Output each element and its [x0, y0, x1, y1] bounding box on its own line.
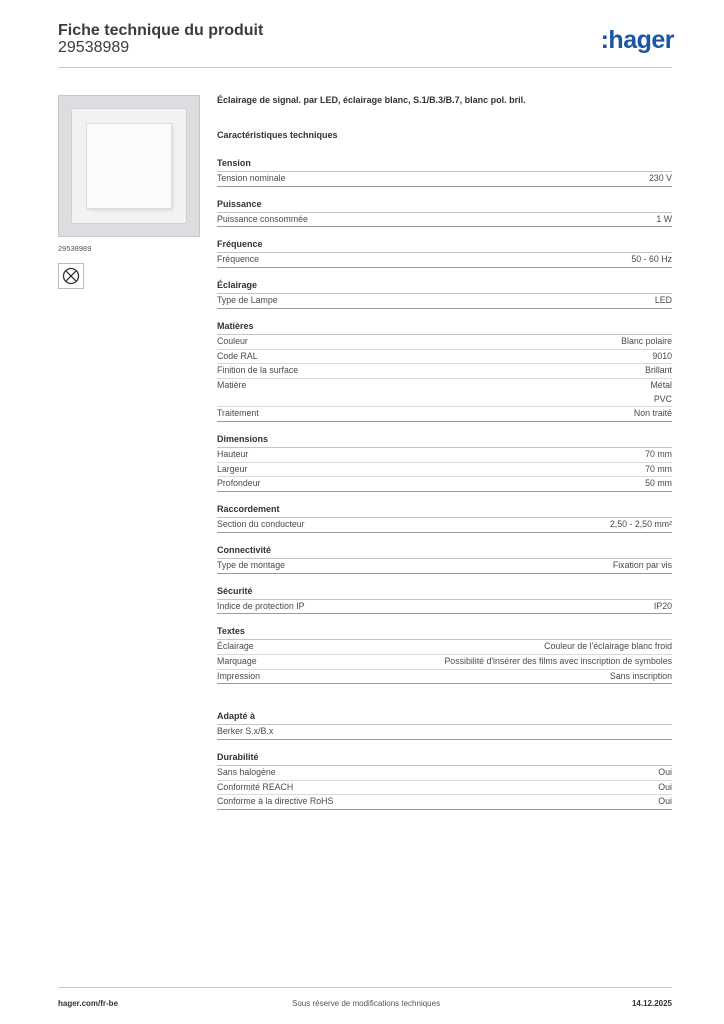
spec-label: Fréquence [217, 254, 260, 265]
spec-value [645, 477, 672, 491]
spec-section [217, 503, 672, 533]
spec-label: Sans halogène [217, 767, 276, 778]
section-title: Dimensions [217, 433, 672, 448]
spec-label: Hauteur [217, 449, 249, 460]
section-title: Textes [217, 625, 672, 640]
spec-value-line: Non traité [633, 408, 672, 419]
specs-heading: Caractéristiques techniques [217, 130, 338, 140]
spec-section [217, 625, 672, 684]
section-title: Connectivité [217, 544, 672, 559]
spec-value-line: 9010 [652, 350, 672, 361]
spec-value-line: 2,50 - 2,50 mm² [609, 519, 672, 530]
section-title: Éclairage [217, 279, 672, 294]
spec-value-line: Oui [658, 796, 672, 807]
footer-disclaimer: Sous réserve de modifications techniques [292, 999, 441, 1008]
spec-value-line: 70 mm [645, 449, 672, 460]
spec-row [217, 335, 672, 350]
section-title: Fréquence [217, 238, 672, 253]
spec-value-line: 50 mm [645, 478, 672, 489]
spec-label: Type de montage [217, 559, 285, 570]
spec-value-line: Oui [658, 767, 672, 778]
footer-date: 14.12.2025 [631, 999, 672, 1008]
spec-section [217, 710, 672, 740]
section-title: Adapté à [217, 710, 672, 725]
spec-value-line: 230 V [649, 173, 672, 183]
section-title: Matières [217, 320, 672, 335]
spec-label: Conforme à la directive RoHS [217, 796, 334, 807]
spec-row [217, 364, 672, 379]
spec-value-line: Oui [658, 781, 672, 792]
section-title: Raccordement [217, 503, 672, 518]
spec-value-line: PVC [653, 393, 672, 404]
spec-value [631, 253, 672, 267]
spec-label: Berker S.x/B.x [217, 726, 274, 737]
spec-value [650, 379, 672, 406]
spec-label: Section du conducteur [217, 519, 305, 530]
spec-row [217, 253, 672, 268]
spec-row [217, 350, 672, 365]
spec-row [217, 640, 672, 655]
spec-value [658, 781, 672, 795]
spec-row [217, 213, 672, 228]
spec-value-line: 70 mm [645, 463, 672, 474]
spec-value [645, 448, 672, 462]
section-title: Tension [217, 157, 672, 172]
spec-label: Couleur [217, 335, 248, 346]
spec-row [217, 379, 672, 407]
led-insert [87, 124, 171, 208]
spec-label: Marquage [217, 655, 257, 666]
spec-value-line: Possibilité d'insérer des films avec inscription de symboles [444, 655, 672, 666]
spec-value-line: Fixation par vis [612, 559, 672, 570]
spec-value [658, 766, 672, 780]
section-title: Puissance [217, 198, 672, 213]
spec-value [645, 463, 672, 477]
section-title: Durabilité [217, 751, 672, 766]
spec-label: Largeur [217, 463, 248, 474]
spec-content [217, 95, 672, 810]
spec-row [217, 725, 672, 740]
footer-website: hager.com/fr-be [58, 999, 119, 1008]
spec-row [217, 172, 672, 187]
section-title: Sécurité [217, 585, 672, 600]
spec-label: Éclairage [217, 641, 254, 652]
spec-row [217, 600, 672, 615]
spec-value [634, 407, 672, 421]
spec-value [621, 335, 672, 349]
spec-value [613, 559, 672, 573]
lamp-symbol-icon [58, 263, 84, 289]
spec-value [658, 795, 672, 809]
spec-value [610, 518, 672, 532]
spec-label: Tension nominale [217, 173, 286, 183]
spec-row [217, 477, 672, 492]
spec-row [217, 559, 672, 574]
spec-value [444, 655, 672, 669]
spec-value-line: Brillant [645, 365, 672, 376]
spec-label: Matière [217, 379, 247, 390]
spec-value-line: Sans inscription [609, 670, 672, 681]
spec-label: Type de Lampe [217, 295, 278, 306]
spec-row [217, 463, 672, 478]
spec-value [655, 294, 672, 308]
spec-row [217, 448, 672, 463]
hager-logo: :hager [600, 26, 674, 54]
spec-label: Code RAL [217, 350, 258, 361]
spec-value [652, 350, 672, 364]
spec-row [217, 655, 672, 670]
spec-row [217, 781, 672, 796]
spec-value [645, 364, 672, 378]
spec-row [217, 670, 672, 685]
spec-value-line: LED [654, 295, 672, 306]
spec-label: Impression [217, 670, 261, 681]
spec-section [217, 585, 672, 615]
page-title: Fiche technique du produit [58, 22, 264, 39]
spec-value [610, 670, 672, 684]
spec-value [656, 213, 672, 227]
spec-row [217, 518, 672, 533]
spec-value-line: 1 W [656, 213, 672, 224]
spec-section [217, 238, 672, 268]
spec-value-line: Couleur de l'éclairage blanc froid [544, 641, 672, 652]
spec-value-line: 50 - 60 Hz [631, 254, 672, 265]
spec-value [649, 172, 672, 186]
spec-row [217, 766, 672, 781]
product-reference: 29538989 [58, 39, 130, 56]
spec-value [654, 600, 672, 614]
spec-value [544, 640, 672, 654]
spec-row [217, 795, 672, 810]
image-caption: 29538989 [58, 244, 92, 253]
spec-sections [217, 157, 672, 810]
spec-section [217, 544, 672, 574]
footer-divider [58, 987, 672, 988]
switch-plate [71, 108, 187, 224]
spec-section [217, 279, 672, 309]
spec-label: Puissance consommée [217, 213, 308, 224]
spec-section [217, 751, 672, 810]
product-description: Éclairage de signal. par LED, éclairage blanc, S.1/B.3/B.7, blanc pol. bril. [217, 95, 526, 105]
spec-section [217, 198, 672, 228]
spec-row [217, 294, 672, 309]
spec-section [217, 433, 672, 492]
spec-label: Profondeur [217, 478, 261, 489]
spec-label: Finition de la surface [217, 365, 299, 376]
product-image [58, 95, 200, 237]
spec-label: Indice de protection IP [217, 600, 305, 611]
header-divider [58, 67, 672, 68]
spec-value-line: Métal [650, 379, 672, 390]
spec-section [217, 320, 672, 422]
spec-section [217, 157, 672, 187]
spec-value-line: Blanc polaire [621, 335, 672, 346]
spec-label: Traitement [217, 408, 259, 419]
spec-value-line: IP20 [653, 600, 672, 611]
spec-label: Conformité REACH [217, 781, 294, 792]
spec-row [217, 407, 672, 422]
